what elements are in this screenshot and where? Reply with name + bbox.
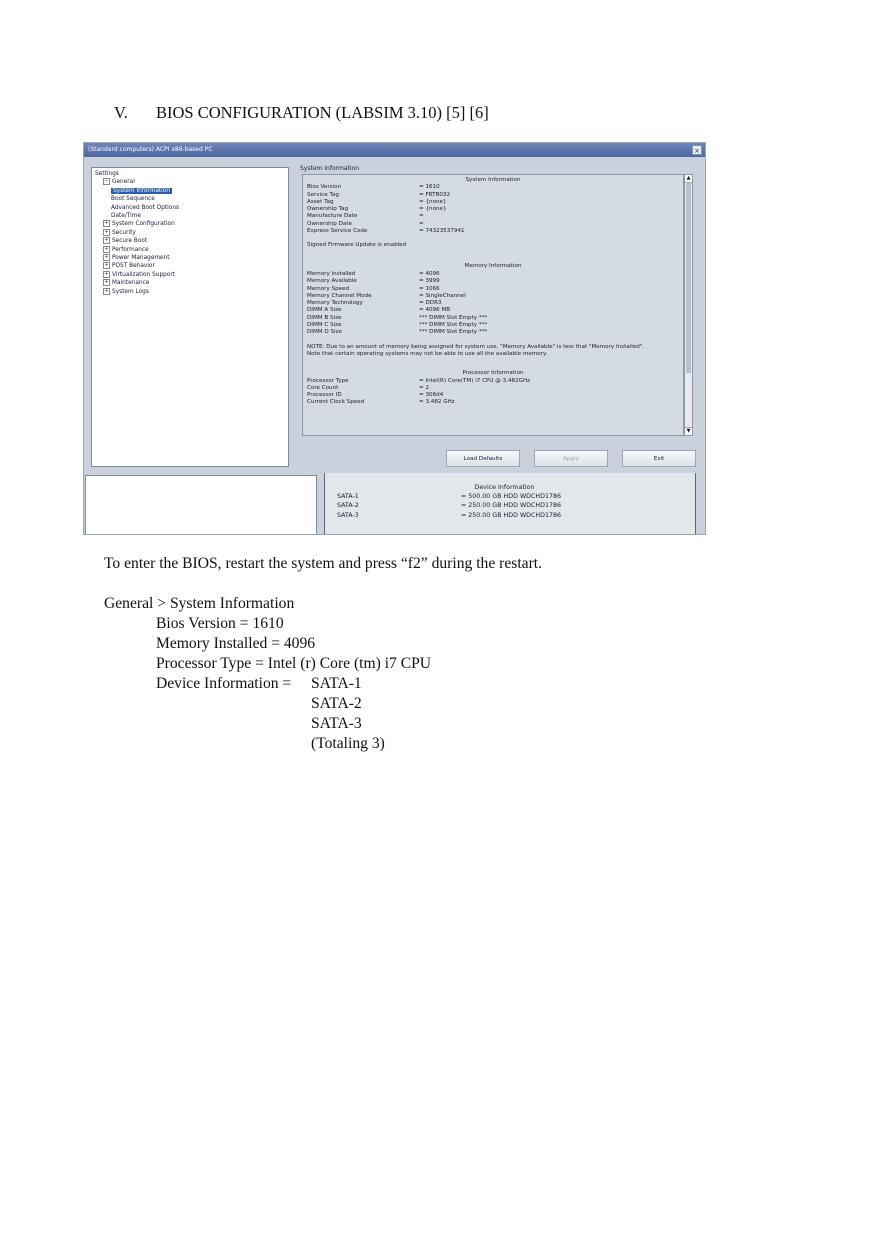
row-key: DIMM B Size: [307, 314, 342, 321]
memory-note-line-2: Note that certain operating systems may not be able to use all the available memory.: [307, 350, 548, 357]
scroll-down-icon[interactable]: ▼: [686, 428, 691, 434]
row-key: SATA-1: [337, 493, 359, 501]
tree-item-label: Boot Sequence: [111, 196, 155, 203]
tree-item-label: Performance: [112, 246, 149, 253]
row-value: *** DIMM Slot Empty ***: [419, 314, 488, 321]
tree-item[interactable]: [95, 204, 285, 212]
device-sata-2: SATA-2: [311, 695, 362, 712]
scroll-up-icon[interactable]: ▲: [686, 175, 691, 181]
system-info-title: System Information: [465, 177, 521, 183]
processor-info-title: Processor Information: [462, 370, 524, 377]
section-title: BIOS CONFIGURATION (LABSIM 3.10) [5] [6]: [156, 103, 489, 122]
system-information-panel: [302, 174, 684, 436]
memory-info-row: [307, 322, 679, 329]
row-value: = FRTB032: [419, 191, 451, 198]
row-key: Ownership Date: [307, 220, 352, 227]
device-sata-3: SATA-3: [311, 715, 362, 732]
row-value: = 250.00 GB HDD WDCHD1786: [461, 511, 562, 519]
tree-item-label: Secure Boot: [112, 238, 148, 245]
tree-item-label: Date/Time: [111, 213, 141, 220]
processor-info-row: [307, 378, 679, 385]
expand-icon[interactable]: +: [104, 228, 109, 235]
tree-item-label: System Logs: [112, 288, 149, 295]
system-info-row: [307, 184, 679, 191]
tree-item-label: Security: [112, 229, 136, 236]
tree-item[interactable]: [95, 254, 285, 262]
row-key: Express Service Code: [307, 228, 368, 235]
tree-item[interactable]: [95, 246, 285, 254]
expand-icon[interactable]: +: [104, 254, 109, 261]
row-key: SATA-2: [337, 502, 359, 510]
row-value: = SingleChannel: [419, 292, 466, 299]
memory-info-row: [307, 300, 679, 307]
processor-info-row: [307, 399, 679, 406]
memory-info-row: [307, 329, 679, 336]
row-key: Service Tag: [307, 191, 339, 198]
expand-icon[interactable]: +: [104, 220, 109, 227]
system-information-group-label: System Information: [300, 165, 360, 172]
row-key: Manufacture Date: [307, 213, 358, 220]
row-key: Bios Version: [307, 184, 342, 191]
memory-info-row: [307, 293, 679, 300]
row-value: = 250.00 GB HDD WDCHD1786: [461, 502, 562, 510]
row-key: Current Clock Speed: [307, 399, 365, 406]
expand-icon[interactable]: +: [104, 237, 109, 244]
tree-item-label: Virtualization Support: [112, 271, 176, 278]
lower-left-panel: [85, 475, 317, 535]
device-sata-1: SATA-1: [311, 675, 362, 692]
row-value: = 1610: [419, 184, 440, 191]
apply-button[interactable]: Apply: [534, 450, 608, 467]
system-info-row: [307, 221, 679, 228]
row-value: = 3.482 GHz: [419, 399, 455, 406]
expand-icon[interactable]: +: [104, 279, 109, 286]
device-info-title: Device Information: [474, 484, 535, 491]
row-value: = 74323537941: [419, 228, 465, 235]
tree-item-label: POST Behavior: [112, 263, 155, 270]
tree-item-label: Maintenance: [112, 280, 150, 287]
row-value: = 2: [419, 384, 430, 391]
tree-item-label: General: [112, 179, 135, 186]
memory-installed-line: Memory Installed = 4096: [156, 635, 316, 652]
row-value: =: [419, 220, 424, 227]
row-key: Memory Speed: [307, 285, 350, 292]
row-key: Core Count: [307, 384, 339, 391]
section-heading: [114, 103, 489, 123]
signed-firmware-text: Signed Firmware Update is enabled: [307, 242, 407, 249]
row-key: Memory Installed: [307, 270, 356, 277]
row-value: *** DIMM Slot Empty ***: [419, 329, 488, 336]
device-information-panel: [324, 473, 696, 535]
system-info-row: [307, 213, 679, 220]
expand-icon[interactable]: +: [104, 270, 109, 277]
row-key: Memory Channel Mode: [307, 292, 372, 299]
row-value: = {none}: [419, 206, 447, 213]
system-info-row: [307, 228, 679, 235]
row-key: Asset Tag: [307, 198, 334, 205]
memory-info-row: [307, 315, 679, 322]
tree-item[interactable]: [95, 170, 285, 178]
bios-version-line: Bios Version = 1610: [156, 615, 284, 632]
expand-icon[interactable]: −: [104, 178, 109, 185]
load-defaults-button[interactable]: Load Defaults: [446, 450, 520, 467]
scroll-thumb[interactable]: [686, 183, 691, 373]
window-title: (Standard computers) ACPI x86-based PC: [88, 146, 213, 153]
settings-path: General > System Information: [104, 595, 295, 612]
row-value: = 500.00 GB HDD WDCHD1786: [461, 493, 562, 501]
tree-item-label: Settings: [95, 171, 119, 177]
device-info-row: [337, 501, 672, 510]
tree-item[interactable]: [95, 195, 285, 203]
row-key: Memory Technology: [307, 300, 363, 307]
system-info-row: [307, 199, 679, 206]
device-info-row: [337, 511, 672, 520]
tree-item-label: System Information: [113, 187, 171, 194]
processor-info-row: [307, 385, 679, 392]
tree-item[interactable]: [95, 288, 285, 296]
device-information-label: Device Information =: [156, 675, 292, 692]
expand-icon[interactable]: +: [104, 262, 109, 269]
device-info-row: [337, 492, 672, 501]
memory-info-title: Memory Information: [464, 262, 522, 269]
row-value: = 1066: [419, 285, 440, 292]
tree-item-label: System Configuration: [112, 221, 175, 228]
tree-item[interactable]: [95, 229, 285, 237]
row-key: Ownership Tag: [307, 206, 349, 213]
row-value: = 4096 MB: [419, 307, 451, 314]
expand-icon[interactable]: +: [104, 287, 109, 294]
row-value: = 306d4: [419, 392, 444, 399]
row-key: DIMM C Size: [307, 322, 342, 329]
tree-item[interactable]: [95, 220, 285, 228]
settings-tree[interactable]: [91, 167, 289, 467]
memory-info-row: [307, 286, 679, 293]
row-key: Memory Available: [307, 278, 357, 285]
section-number: V.: [114, 103, 128, 122]
row-value: = DDR3: [419, 300, 442, 307]
row-key: Processor ID: [307, 392, 342, 399]
row-key: DIMM A Size: [307, 307, 342, 314]
close-icon[interactable]: ×: [692, 145, 702, 155]
tree-item-label: Power Management: [112, 255, 170, 262]
row-value: =: [419, 213, 424, 220]
memory-note-line-1: NOTE: Due to an amount of memory being assigned for system use, "Memory Available" is less that "Memory Installed".: [307, 343, 645, 350]
window-title-bar: [84, 143, 705, 157]
tree-item[interactable]: [95, 271, 285, 279]
row-key: Processor Type: [307, 377, 349, 384]
tree-item[interactable]: [95, 279, 285, 287]
row-value: = 4096: [419, 270, 440, 277]
row-value: = {none}: [419, 198, 447, 205]
tree-item[interactable]: [95, 237, 285, 245]
memory-info-row: [307, 271, 679, 278]
row-key: SATA-3: [337, 511, 359, 519]
memory-info-row: [307, 278, 679, 285]
expand-icon[interactable]: +: [104, 245, 109, 252]
row-key: DIMM D Size: [307, 329, 342, 336]
row-value: *** DIMM Slot Empty ***: [419, 322, 488, 329]
tree-item[interactable]: [95, 212, 285, 220]
row-value: = 3999: [419, 278, 440, 285]
tree-item[interactable]: [95, 187, 285, 195]
row-value: = Intel(R) Core(TM) i7 CPU @ 3.482GHz: [419, 377, 531, 384]
intro-paragraph: To enter the BIOS, restart the system and press “f2” during the restart.: [104, 555, 543, 572]
memory-info-row: [307, 307, 679, 314]
tree-item[interactable]: [95, 262, 285, 270]
tree-item-label: Advanced Boot Options: [111, 204, 180, 211]
tree-item[interactable]: [95, 178, 285, 186]
exit-button[interactable]: Exit: [622, 450, 696, 467]
system-info-row: [307, 192, 679, 199]
device-total: (Totaling 3): [311, 735, 385, 752]
scrollbar[interactable]: [684, 174, 693, 436]
bios-screenshot: [83, 142, 706, 535]
processor-info-row: [307, 392, 679, 399]
processor-type-line: Processor Type = Intel (r) Core (tm) i7 CPU: [156, 655, 432, 672]
system-info-row: [307, 206, 679, 213]
